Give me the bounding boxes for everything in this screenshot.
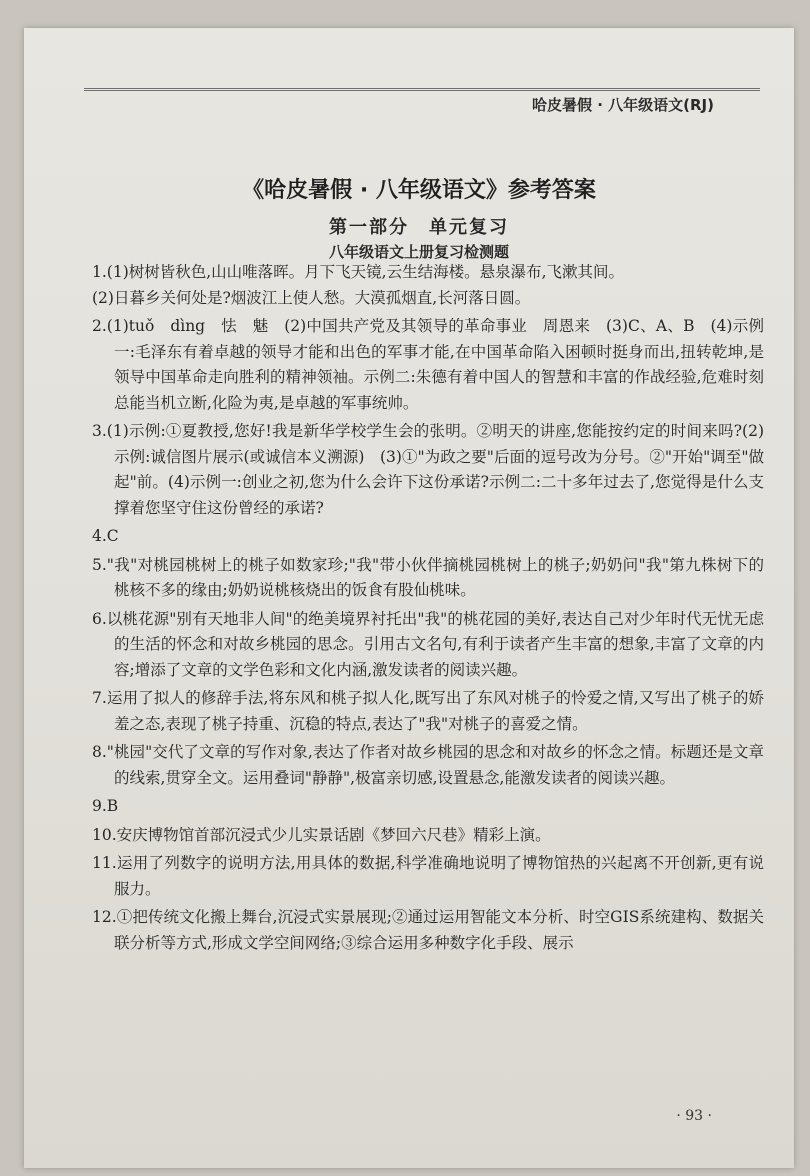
answer-item: 8."桃园"交代了文章的写作对象,表达了作者对故乡桃园的思念和对故乡的怀念之情。标题还是文章的线索,贯穿全文。运用叠词"静静",极富亲切感,设置悬念,能激发读者的阅读兴趣。 [92,743,764,787]
part-title: 第一部分 单元复习 [329,217,509,238]
answer-item: 11.运用了列数字的说明方法,用具体的数据,科学准确地说明了博物馆热的兴起离不开创新,更有说服力。 [92,854,764,898]
answer-item: 9.B [92,797,119,815]
page-number: · 93 · [676,1108,712,1124]
answer-item: 10.安庆博物馆首部沉浸式少儿实景话剧《梦回六尺巷》精彩上演。 [92,825,551,844]
section-subtitle: 八年级语文上册复习检测题 [328,243,509,261]
answer-item: 7.运用了拟人的修辞手法,将东风和桃子拟人化,既写出了东风对桃子的怜爱之情,又写出了桃子的娇羞之态,表现了桃子持重、沉稳的特点,表达了"我"对桃子的喜爱之情。 [92,689,764,733]
answer-item: 1.(1)树树皆秋色,山山唯落晖。月下飞天镜,云生结海楼。悬泉瀑布,飞漱其间。 [92,263,625,281]
answer-item: 6.以桃花源"别有天地非人间"的绝美境界衬托出"我"的桃花园的美好,表达自己对少年时代无忧无虑的生活的怀念和对故乡桃园的思念。引用古文名句,有利于读者产生丰富的想象,丰富了文章的内容;增添了文章的文学色彩和文化内涵,激发读者的阅读兴趣。 [92,609,764,679]
answer-item: 5."我"对桃园桃树上的桃子如数家珍;"我"带小伙伴摘桃园桃树上的桃子;奶奶问"我"第九株树下的桃核不多的缘由;奶奶说桃核烧出的饭食有股仙桃味。 [92,555,764,599]
answer-item: 2.(1)tuǒ dìng 怯 魅 (2)中国共产党及其领导的革命事业 周恩来 (3)C、A、B (4)示例一:毛泽东有着卓越的领导才能和出色的军事才能,在中国革命陷入困顿时挺身而出,扭转乾坤,是领导中国革命走向胜利的精神领袖。示例二:朱德有着中国人的智慧和丰富的作战经验,危难时刻总能当机立断,化险为夷,是卓越的军事统帅。 [92,317,764,412]
header-rule [84,88,760,91]
answer-item: 3.(1)示例:①夏教授,您好!我是新华学校学生会的张明。②明天的讲座,您能按约定的时间来吗?(2)示例:诚信图片展示(或诚信本义溯源) (3)①"为政之要"后面的逗号改为分号。②"开始"调至"做起"前。(4)示例一:创业之初,您为什么会许下这份承诺?示例二:二十多年过去了,您觉得是什么支撑着您坚守住这份曾经的承诺? [92,422,764,517]
answer-list [92,260,764,959]
document-page [24,28,794,1168]
answer-item: 12.①把传统文化搬上舞台,沉浸式实景展现;②通过运用智能文本分析、时空GIS系统建构、数据关联分析等方式,形成文学空间网络;③综合运用多种数字化手段、展示 [92,908,764,952]
page-title: 《哈皮暑假 · 八年级语文》参考答案 [242,178,596,203]
running-head: 哈皮暑假 · 八年级语文(RJ) [532,96,714,114]
answer-item: (2)日暮乡关何处是?烟波江上使人愁。大漠孤烟直,长河落日圆。 [92,288,531,307]
answer-item: 4.C [92,527,119,545]
